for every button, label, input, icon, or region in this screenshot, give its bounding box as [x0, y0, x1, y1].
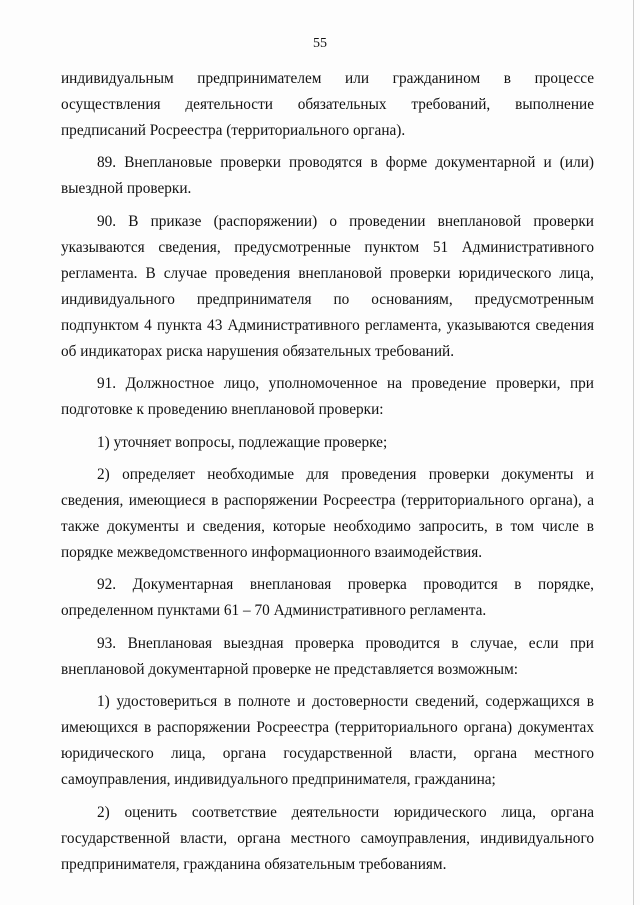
paragraph-93-item-1: 1) удостовериться в полноте и достоверности сведений, содержащихся в имеющихся в распоряжении Росреестра (территориального органа) документах юридического лица, органа государственной власти, органа местного самоуправления, индивидуального предпринимателя, гражданина;	[61, 693, 594, 789]
paragraph-91: 91. Должностное лицо, уполномоченное на проведение проверки, при подготовке к проведению внеплановой проверки:	[61, 375, 594, 419]
paragraph-91-item-1: 1) уточняет вопросы, подлежащие проверке;	[97, 433, 388, 451]
paragraph-continuation: индивидуальным предпринимателем или гражданином в процессе осуществления деятельности обязательных требований, выполнение предписаний Росреестра (территориального органа).	[61, 70, 594, 139]
page-edge	[633, 0, 634, 905]
paragraph-93: 93. Внеплановая выездная проверка проводится в случае, если при внеплановой документарной проверке не представляется возможным:	[61, 634, 594, 678]
paragraph-93-item-2: 2) оценить соответствие деятельности юридического лица, органа государственной власти, органа местного самоуправления, индивидуального предпринимателя, гражданина обязательным требованиям.	[61, 803, 594, 873]
paragraph-90: 90. В приказе (распоряжении) о проведении внеплановой проверки указываются сведения, предусмотренные пунктом 51 Административного регламента. В случае проведения внеплановой проверки юридического лица, индивидуального предпринимателя по основаниям, предусмотренным подпунктом 4 пункта 43 Административного регламента, указываются сведения об индикаторах риска нарушения обязательных требований.	[61, 212, 594, 360]
paragraph-92: 92. Документарная внеплановая проверка проводится в порядке, определенном пунктами 61 – 70 Административного регламента.	[61, 576, 594, 620]
paragraph-89: 89. Внеплановые проверки проводятся в форме документарной и (или) выездной проверки.	[61, 154, 594, 198]
document-body	[61, 66, 594, 884]
paragraph-91-item-2: 2) определяет необходимые для проведения проверки документы и сведения, имеющиеся в распоряжении Росреестра (территориального органа), а также документы и сведения, которые необходимо запросить, в том числе в порядке межведомственного информационного взаимодействия.	[61, 465, 594, 561]
page-number: 55	[313, 36, 327, 51]
